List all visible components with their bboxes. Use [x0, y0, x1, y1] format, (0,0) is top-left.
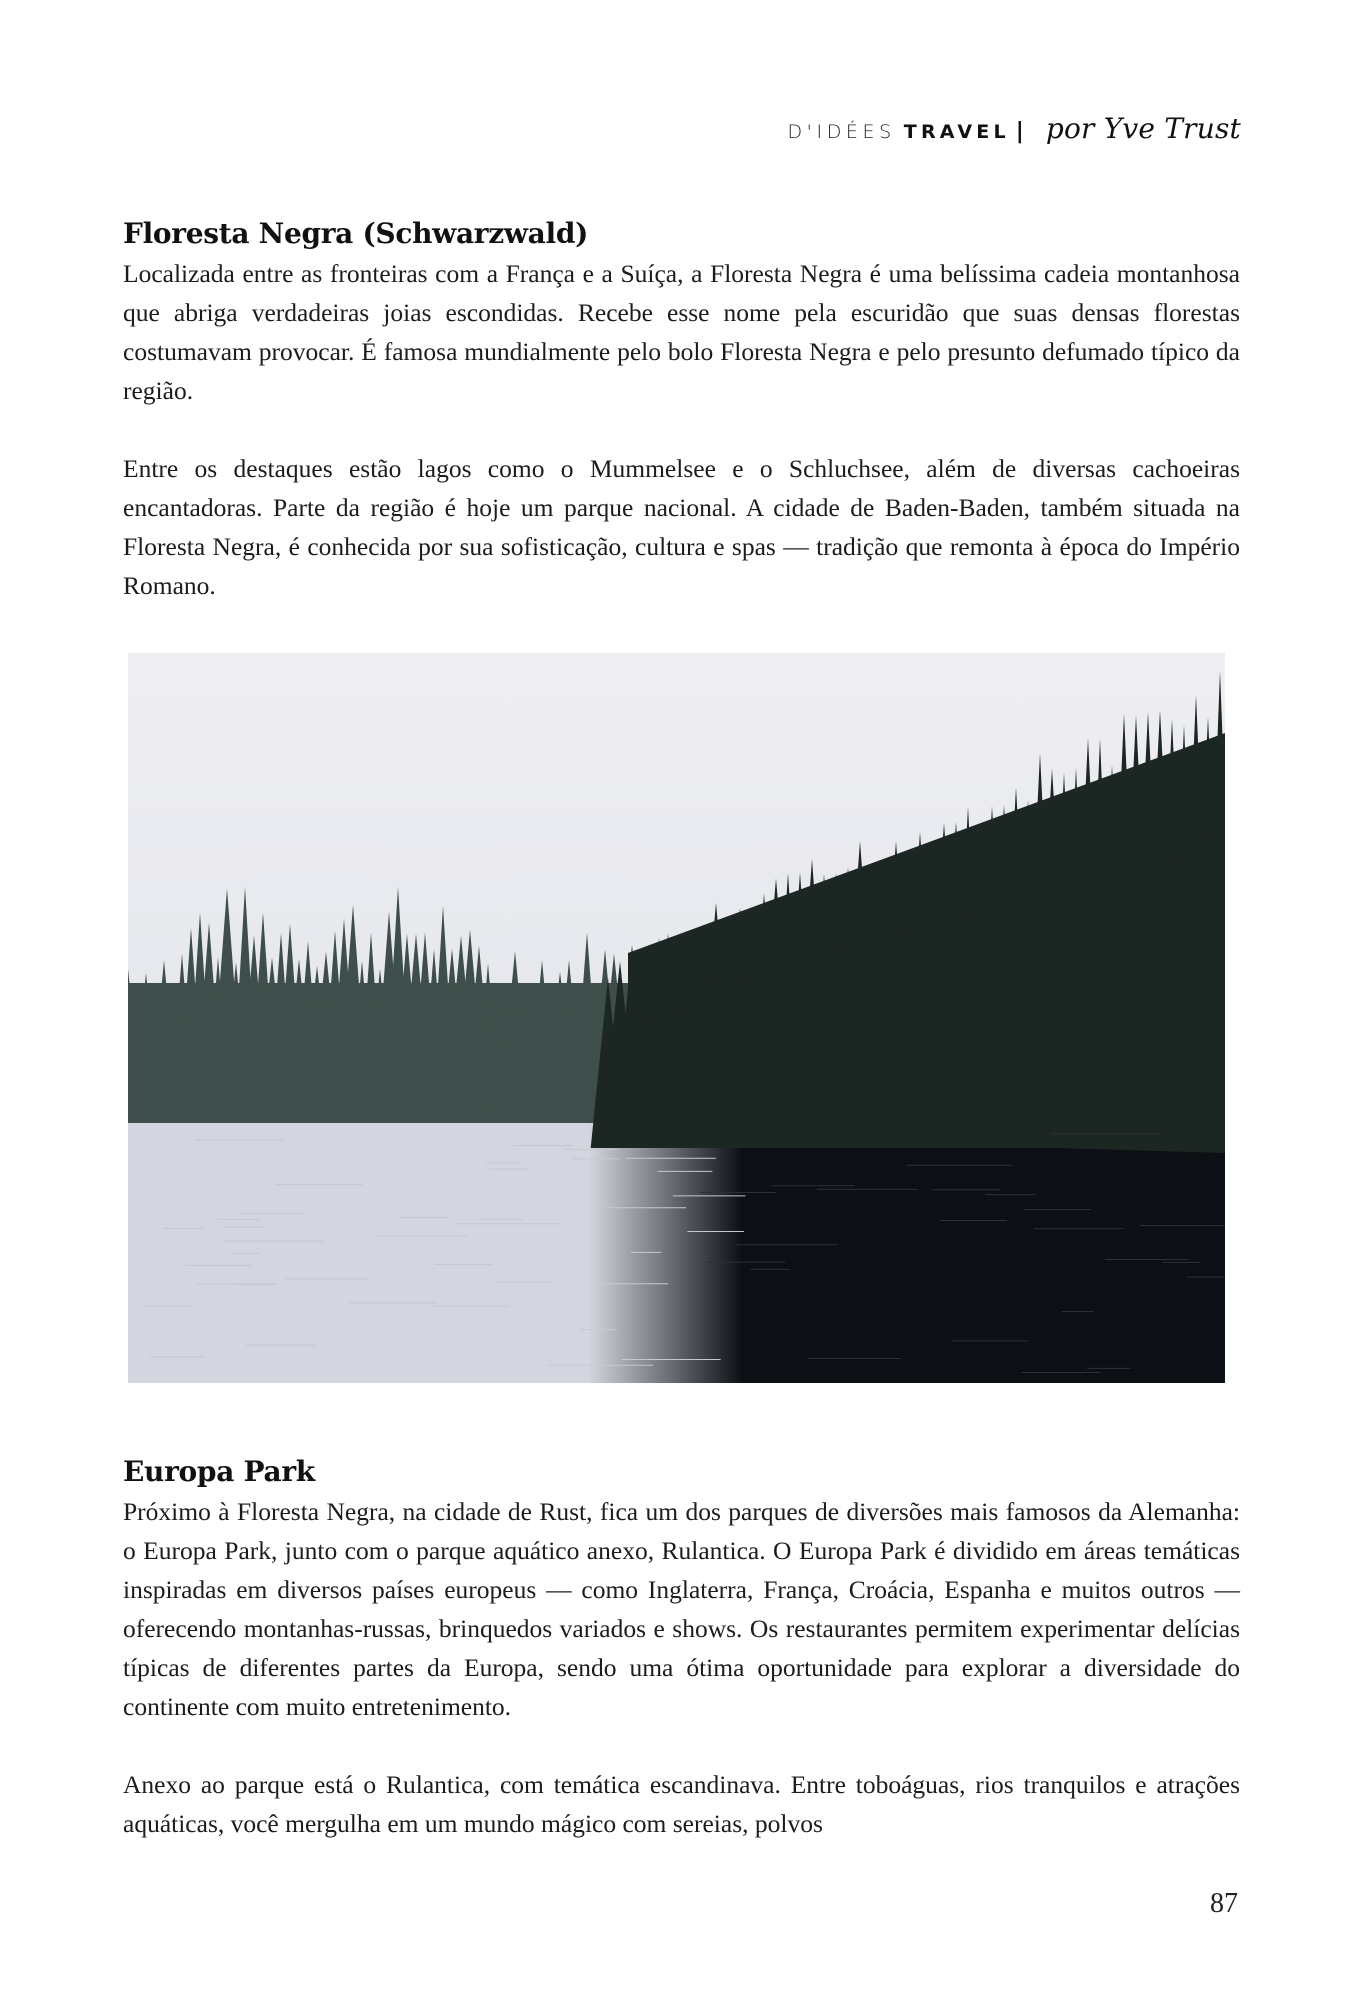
paragraph-gap: [123, 1726, 1240, 1765]
section-title: Floresta Negra (Schwarzwald): [123, 217, 589, 250]
section-title: Europa Park: [123, 1455, 315, 1488]
lake-forest-photo: [128, 653, 1225, 1383]
lake-water: [128, 1118, 1225, 1383]
brand-main: TRAVEL: [903, 121, 1010, 143]
author-credit: por Yve Trust: [1045, 112, 1241, 145]
section-europa-park: [123, 1452, 1240, 1843]
paragraph-gap: [123, 410, 1240, 449]
paragraph: Entre os destaques estão lagos como o Mummelsee e o Schluchsee, além de diversas cachoeiras encantadoras. Parte da região é hoje um parque nacional. A cidade de Baden-Baden, também situada na Floresta Negra, é conhecida por sua sofisticação, cultura e spas — tradição que remonta à época do Império Romano.: [123, 454, 1240, 600]
running-header: [787, 112, 1241, 145]
header-separator: |: [1015, 119, 1024, 144]
lake-forest-illustration: [128, 653, 1225, 1383]
paragraph: Próximo à Floresta Negra, na cidade de Rust, fica um dos parques de diversões mais famosos da Alemanha: o Europa Park, junto com o parque aquático anexo, Rulantica. O Europa Park é dividido em áreas temáticas inspiradas em diversos países europeus — como Inglaterra, França, Croácia, Espanha e muitos outros — oferecendo montanhas-russas, brinquedos variados e shows. Os restaurantes permitem experimentar delícias típicas de diferentes partes da Europa, sendo uma ótima oportunidade para explorar a diversidade do continente com muito entretenimento.: [123, 1497, 1240, 1721]
paragraph: Localizada entre as fronteiras com a França e a Suíça, a Floresta Negra é uma belíssima cadeia montanhosa que abriga verdadeiras joias escondidas. Recebe esse nome pela escuridão que suas densas florestas costumavam provocar. É famosa mundialmente pelo bolo Floresta Negra e pelo presunto defumado típico da região.: [123, 259, 1240, 405]
section-floresta-negra: [123, 214, 1240, 605]
page-number: 87: [1210, 1888, 1238, 1919]
paragraph: Anexo ao parque está o Rulantica, com temática escandinava. Entre toboáguas, rios tranquilos e atrações aquáticas, você mergulha em um mundo mágico com sereias, polvos: [123, 1770, 1240, 1838]
brand-prefix: D'IDÉES: [787, 121, 896, 143]
